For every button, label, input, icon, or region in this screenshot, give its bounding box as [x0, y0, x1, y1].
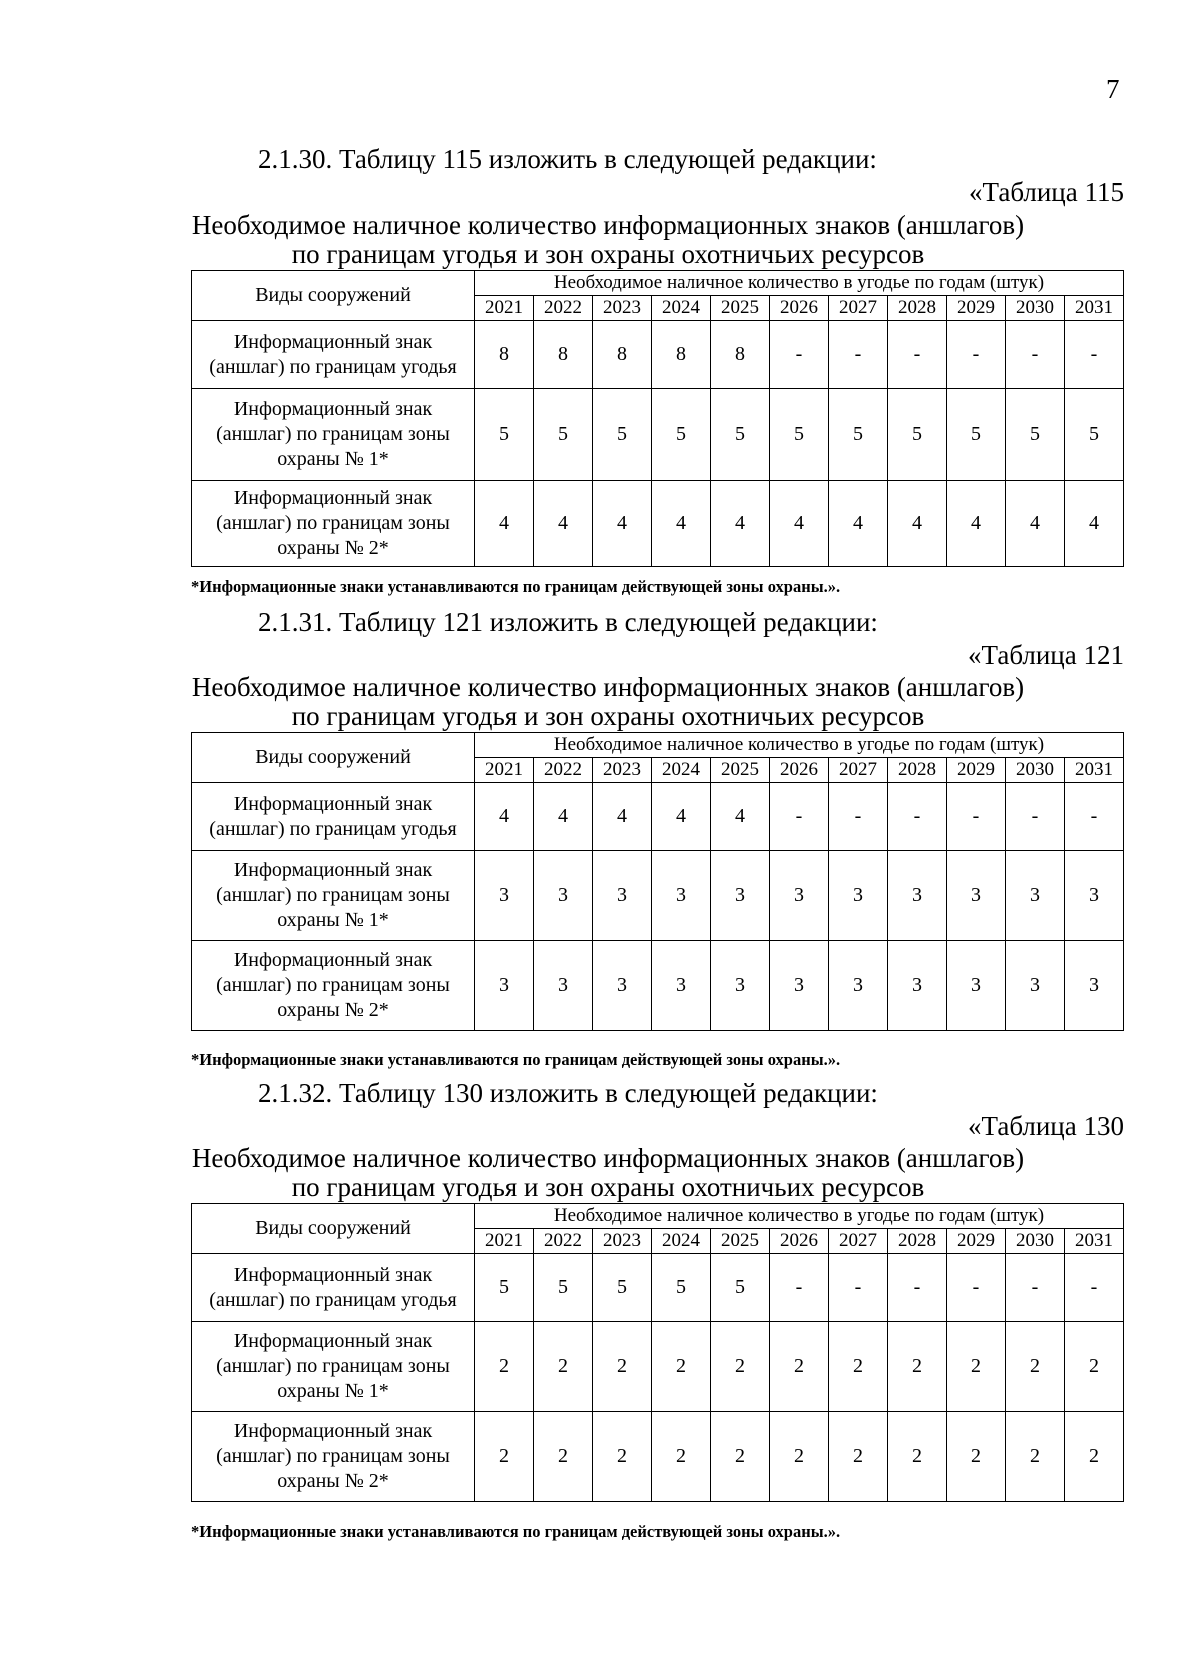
cell-value: 4: [829, 481, 888, 567]
row-kind-line: Информационный знак: [233, 1330, 433, 1352]
cell-value: 5: [593, 389, 652, 481]
row-kind-line: (аншлаг) по границам зоны: [216, 423, 450, 445]
cell-value: 5: [475, 1254, 534, 1322]
row-kind-line: Информационный знак: [233, 949, 433, 971]
row-kind: [192, 1254, 475, 1322]
cell-value: 2: [947, 1322, 1006, 1412]
cell-value: -: [947, 1254, 1006, 1322]
cell-value: 3: [711, 851, 770, 941]
page-number: 7: [1106, 74, 1120, 104]
year-header: 2021: [475, 1229, 534, 1254]
cell-value: 5: [1065, 389, 1124, 481]
year-header: 2027: [829, 296, 888, 321]
cell-value: 2: [711, 1322, 770, 1412]
cell-value: 4: [888, 481, 947, 567]
cell-value: 2: [888, 1412, 947, 1502]
cell-value: 3: [652, 851, 711, 941]
cell-value: 2: [770, 1412, 829, 1502]
table-title-line1: Необходимое наличное количество информационных знаков (аншлагов): [191, 210, 1025, 240]
row-kind-line: (аншлаг) по границам зоны: [216, 884, 450, 906]
row-kind: [192, 851, 475, 941]
row-kind: [192, 321, 475, 389]
year-header: 2026: [770, 758, 829, 783]
data-table: [191, 1203, 1124, 1502]
cell-value: 2: [475, 1322, 534, 1412]
table-title-line2: по границам угодья и зон охраны охотничьих ресурсов: [291, 701, 925, 731]
cell-value: 4: [1065, 481, 1124, 567]
cell-value: 3: [652, 941, 711, 1031]
cell-value: -: [888, 783, 947, 851]
table-title-line1: Необходимое наличное количество информационных знаков (аншлагов): [191, 672, 1025, 702]
cell-value: 2: [829, 1322, 888, 1412]
cell-value: 8: [534, 321, 593, 389]
cell-value: 3: [829, 851, 888, 941]
cell-value: 8: [711, 321, 770, 389]
year-header: 2027: [829, 758, 888, 783]
year-header: 2024: [652, 1229, 711, 1254]
table-row: [192, 1322, 1124, 1412]
column-head-span: Необходимое наличное количество в угодье по годам (штук): [475, 271, 1124, 296]
section-heading: 2.1.32. Таблицу 130 изложить в следующей редакции:: [258, 1078, 878, 1108]
year-header: 2029: [947, 1229, 1006, 1254]
year-header: 2023: [593, 296, 652, 321]
cell-value: 5: [711, 1254, 770, 1322]
cell-value: 2: [1006, 1322, 1065, 1412]
row-kind-line: охраны № 1*: [277, 909, 389, 931]
cell-value: 2: [534, 1412, 593, 1502]
year-header: 2027: [829, 1229, 888, 1254]
row-kind: [192, 941, 475, 1031]
year-header: 2022: [534, 1229, 593, 1254]
row-kind-line: (аншлаг) по границам зоны: [216, 974, 450, 996]
cell-value: 4: [534, 783, 593, 851]
row-kind-line: охраны № 2*: [277, 999, 389, 1021]
cell-value: 5: [770, 389, 829, 481]
cell-value: 3: [1065, 851, 1124, 941]
cell-value: 3: [829, 941, 888, 1031]
cell-value: 4: [947, 481, 1006, 567]
row-kind-line: (аншлаг) по границам угодья: [209, 817, 457, 840]
row-kind: [192, 481, 475, 567]
year-header: 2021: [475, 758, 534, 783]
cell-value: 3: [534, 851, 593, 941]
section-heading: 2.1.30. Таблицу 115 изложить в следующей редакции:: [258, 144, 877, 174]
row-kind-line: (аншлаг) по границам угодья: [209, 355, 457, 378]
year-header: 2026: [770, 296, 829, 321]
cell-value: 2: [1065, 1412, 1124, 1502]
row-kind-line: (аншлаг) по границам зоны: [216, 1445, 450, 1467]
row-kind: [192, 1322, 475, 1412]
year-header: 2028: [888, 1229, 947, 1254]
cell-value: 3: [947, 851, 1006, 941]
row-kind-line: (аншлаг) по границам зоны: [216, 512, 450, 534]
cell-value: -: [829, 1254, 888, 1322]
table-footnote: *Информационные знаки устанавливаются по границам действующей зоны охраны.».: [191, 577, 841, 596]
cell-value: 3: [888, 941, 947, 1031]
cell-value: 5: [593, 1254, 652, 1322]
year-header: 2022: [534, 758, 593, 783]
row-kind-line: Информационный знак: [233, 1420, 433, 1442]
cell-value: -: [1065, 783, 1124, 851]
table-row: [192, 321, 1124, 389]
column-head-span: Необходимое наличное количество в угодье по годам (штук): [475, 1204, 1124, 1229]
cell-value: 8: [652, 321, 711, 389]
cell-value: 2: [534, 1322, 593, 1412]
row-kind-line: Информационный знак: [233, 398, 433, 420]
cell-value: 3: [593, 941, 652, 1031]
table-row: [192, 389, 1124, 481]
cell-value: 3: [1006, 941, 1065, 1031]
row-kind-line: (аншлаг) по границам зоны: [216, 1355, 450, 1377]
cell-value: -: [829, 321, 888, 389]
cell-value: 5: [534, 389, 593, 481]
cell-value: 4: [770, 481, 829, 567]
cell-value: 2: [829, 1412, 888, 1502]
year-header: 2028: [888, 296, 947, 321]
year-header: 2030: [1006, 758, 1065, 783]
table-footnote: *Информационные знаки устанавливаются по границам действующей зоны охраны.».: [191, 1050, 841, 1069]
cell-value: 4: [711, 783, 770, 851]
year-header: 2021: [475, 296, 534, 321]
cell-value: 4: [593, 783, 652, 851]
cell-value: 3: [947, 941, 1006, 1031]
cell-value: 3: [475, 851, 534, 941]
year-header: 2024: [652, 296, 711, 321]
cell-value: -: [1065, 321, 1124, 389]
cell-value: 4: [475, 783, 534, 851]
cell-value: -: [888, 321, 947, 389]
data-table: [191, 732, 1124, 1031]
cell-value: -: [947, 321, 1006, 389]
cell-value: 2: [711, 1412, 770, 1502]
cell-value: 3: [888, 851, 947, 941]
cell-value: -: [947, 783, 1006, 851]
cell-value: 4: [534, 481, 593, 567]
year-header: 2024: [652, 758, 711, 783]
cell-value: -: [888, 1254, 947, 1322]
cell-value: 2: [475, 1412, 534, 1502]
cell-value: 8: [593, 321, 652, 389]
cell-value: 2: [593, 1412, 652, 1502]
cell-value: 8: [475, 321, 534, 389]
table-title: [0, 673, 1200, 731]
table-footnote: *Информационные знаки устанавливаются по границам действующей зоны охраны.».: [191, 1522, 841, 1541]
table-row: [192, 1254, 1124, 1322]
cell-value: 3: [593, 851, 652, 941]
year-header: 2028: [888, 758, 947, 783]
row-kind: [192, 389, 475, 481]
row-kind-line: Информационный знак: [233, 792, 433, 815]
table-title: [0, 1144, 1200, 1202]
cell-value: -: [770, 1254, 829, 1322]
year-header: 2025: [711, 758, 770, 783]
row-kind-line: охраны № 1*: [277, 1380, 389, 1402]
year-header: 2025: [711, 1229, 770, 1254]
table-title-line1: Необходимое наличное количество информационных знаков (аншлагов): [191, 1143, 1025, 1173]
row-kind: [192, 1412, 475, 1502]
table-row: [192, 481, 1124, 567]
year-header: 2030: [1006, 296, 1065, 321]
table-title-line2: по границам угодья и зон охраны охотничьих ресурсов: [291, 1172, 925, 1202]
cell-value: 4: [593, 481, 652, 567]
row-kind-line: охраны № 2*: [277, 1470, 389, 1492]
table-row: [192, 783, 1124, 851]
cell-value: 4: [475, 481, 534, 567]
column-head-kind: Виды сооружений: [192, 1204, 475, 1254]
table-label: «Таблица 121: [968, 640, 1124, 670]
year-header: 2031: [1065, 296, 1124, 321]
year-header: 2031: [1065, 1229, 1124, 1254]
table-row: [192, 1412, 1124, 1502]
table-title: [0, 211, 1200, 269]
year-header: 2023: [593, 1229, 652, 1254]
cell-value: 2: [888, 1322, 947, 1412]
cell-value: 4: [652, 783, 711, 851]
cell-value: 3: [770, 851, 829, 941]
column-head-kind: Виды сооружений: [192, 733, 475, 783]
cell-value: 2: [593, 1322, 652, 1412]
cell-value: -: [770, 321, 829, 389]
year-header: 2029: [947, 758, 1006, 783]
year-header: 2022: [534, 296, 593, 321]
cell-value: 2: [652, 1322, 711, 1412]
cell-value: 5: [829, 389, 888, 481]
table-label: «Таблица 130: [968, 1111, 1124, 1141]
row-kind-line: Информационный знак: [233, 330, 433, 353]
table-title-line2: по границам угодья и зон охраны охотничьих ресурсов: [291, 239, 925, 269]
year-header: 2026: [770, 1229, 829, 1254]
cell-value: 5: [652, 389, 711, 481]
cell-value: 5: [711, 389, 770, 481]
cell-value: 3: [770, 941, 829, 1031]
cell-value: -: [1065, 1254, 1124, 1322]
cell-value: 2: [770, 1322, 829, 1412]
row-kind-line: Информационный знак: [233, 859, 433, 881]
cell-value: 5: [1006, 389, 1065, 481]
year-header: 2023: [593, 758, 652, 783]
column-head-kind: Виды сооружений: [192, 271, 475, 321]
section-heading: 2.1.31. Таблицу 121 изложить в следующей редакции:: [258, 607, 878, 637]
cell-value: 3: [534, 941, 593, 1031]
cell-value: 5: [888, 389, 947, 481]
table-label: «Таблица 115: [969, 177, 1124, 207]
cell-value: 5: [534, 1254, 593, 1322]
cell-value: -: [1006, 321, 1065, 389]
cell-value: 4: [711, 481, 770, 567]
year-header: 2030: [1006, 1229, 1065, 1254]
cell-value: 3: [711, 941, 770, 1031]
row-kind-line: Информационный знак: [233, 1263, 433, 1286]
row-kind: [192, 783, 475, 851]
year-header: 2031: [1065, 758, 1124, 783]
cell-value: 5: [652, 1254, 711, 1322]
cell-value: -: [770, 783, 829, 851]
cell-value: 5: [475, 389, 534, 481]
cell-value: 3: [475, 941, 534, 1031]
cell-value: 2: [947, 1412, 1006, 1502]
year-header: 2029: [947, 296, 1006, 321]
row-kind-line: Информационный знак: [233, 487, 433, 509]
cell-value: -: [1006, 783, 1065, 851]
row-kind-line: (аншлаг) по границам угодья: [209, 1288, 457, 1311]
year-header: 2025: [711, 296, 770, 321]
cell-value: 3: [1065, 941, 1124, 1031]
table-row: [192, 851, 1124, 941]
cell-value: 5: [947, 389, 1006, 481]
cell-value: -: [829, 783, 888, 851]
cell-value: 4: [1006, 481, 1065, 567]
cell-value: 3: [1006, 851, 1065, 941]
cell-value: -: [1006, 1254, 1065, 1322]
column-head-span: Необходимое наличное количество в угодье по годам (штук): [475, 733, 1124, 758]
row-kind-line: охраны № 1*: [277, 448, 389, 470]
row-kind-line: охраны № 2*: [277, 537, 389, 559]
data-table: [191, 270, 1124, 567]
cell-value: 2: [652, 1412, 711, 1502]
cell-value: 2: [1065, 1322, 1124, 1412]
cell-value: 2: [1006, 1412, 1065, 1502]
cell-value: 4: [652, 481, 711, 567]
table-row: [192, 941, 1124, 1031]
